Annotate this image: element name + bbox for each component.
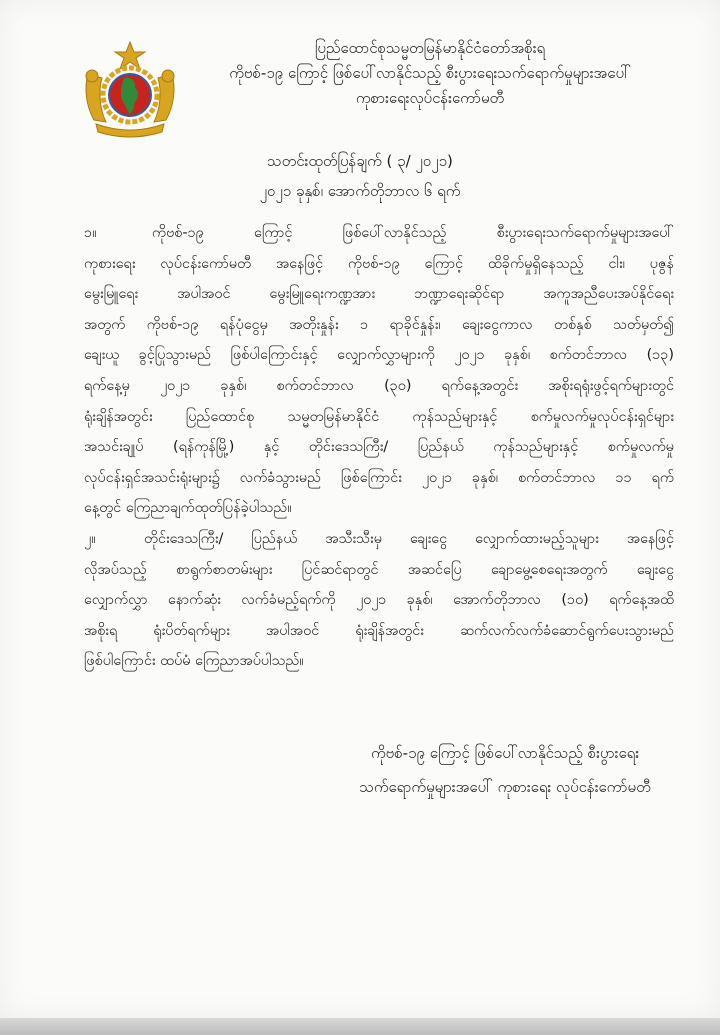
signature-line-1: ကိုဗစ်-၁၉ ကြောင့် ဖြစ်ပေါ်လာနိုင်သည့် စီးပွားရေး	[370, 744, 640, 762]
paragraph-line: ချေးယူ ခွင့်ပြုသွားမည် ဖြစ်ပါကြောင်းနှင့် လျှောက်လွှာများကို ၂၀၂၁ ခုနှစ်၊ စက်တင်ဘာလ (၁၃)	[84, 347, 674, 364]
paragraph-line: လျှောက်လွှာ နောက်ဆုံး လက်ခံမည့်ရက်ကို ၂၀၂၁ ခုနှစ်၊ အောက်တိုဘာလ (၁၀) ရက်နေ့အထိ	[84, 592, 674, 609]
paragraph-number: ၁။	[84, 225, 97, 241]
paragraph-line	[84, 218, 674, 249]
notice-date: ၂၀၂၁ ခုနှစ်၊ အောက်တိုဘာလ ၆ ရက်	[259, 182, 461, 200]
paragraph-line: နေ့တွင် ကြေညာချက်ထုတ်ပြန်ခဲ့ပါသည်။	[84, 500, 292, 517]
paragraph-line: မွေးမြူရေး အပါအဝင် မွေးမြူရေးကဏ္ဍအား ဘဏ္ဍာရေးဆိုင်ရာ အကူအညီပေးအပ်နိုင်ရေး	[84, 286, 674, 303]
committee-name: ကုစားရေးလုပ်ငန်းကော်မတီ	[355, 89, 505, 107]
paragraph-number: ၂။	[84, 530, 96, 547]
government-title: ပြည်ထောင်စုသမ္မတမြန်မာနိုင်ငံတော်အစိုးရ	[314, 39, 546, 57]
paragraph-line	[84, 524, 674, 555]
signature-line-2: သက်ရောက်မှုများအပေါ် ကုစားရေး လုပ်ငန်းကော်မတီ	[359, 778, 651, 796]
notice-heading	[0, 146, 720, 206]
paragraph-line: လိုအပ်သည့် စာရွက်စာတမ်းများ ပြင်ဆင်ရာတွင် အဆင်ပြေ ချောမွေ့စေရေးအတွက် ချေးငွေ	[84, 561, 674, 578]
paragraph-line: ရက်နေ့မှ ၂၀၂၁ ခုနှစ်၊ စက်တင်ဘာလ (၃၀) ရက်နေ့အတွင်း အစိုးရရုံးဖွင့်ရက်များတွင်	[84, 377, 674, 394]
paragraph-line: အတွက် ကိုဗစ်-၁၉ ရန်ပုံငွေမှ အတိုးနှုန်း ၁ ရာခိုင်နှုန်း၊ ချေးငွေကာလ တစ်နှစ် သတ်မှတ်၍	[84, 316, 674, 333]
paragraph-2	[84, 524, 674, 677]
notice-title: သတင်းထုတ်ပြန်ချက် ( ၃/ ၂၀၂၁)	[267, 152, 453, 170]
signature-block	[330, 736, 680, 804]
paragraph-text: ကိုဗစ်-၁၉ ကြောင့် ဖြစ်ပေါ်လာနိုင်သည့် စီးပွားရေးသက်ရောက်မှုများအပေါ်	[152, 225, 674, 241]
page-edge	[0, 1018, 720, 1035]
paragraph-line: အစိုးရ ရုံးပိတ်ရက်များ အပါအဝင် ရုံးချိန်အတွင်း ဆက်လက်လက်ခံဆောင်ရွက်ပေးသွားမည်	[84, 622, 674, 639]
paragraph-line: အသင်းချုပ် (ရန်ကုန်မြို့) နှင့် တိုင်းဒေသကြီး/ ပြည်နယ် ကုန်သည်များနှင့် စက်မှုလက်မှု	[84, 439, 674, 456]
document-body	[84, 218, 674, 677]
paragraph-line: ဖြစ်ပါကြောင်း ထပ်မံ ကြေညာအပ်ပါသည်။	[84, 653, 304, 670]
committee-subtitle: ကိုဗစ်-၁၉ ကြောင့် ဖြစ်ပေါ်လာနိုင်သည့် စီးပွားရေးသက်ရောက်မှုများအပေါ်	[229, 64, 631, 82]
paragraph-line: ရုံးချိန်အတွင်း ပြည်ထောင်စု သမ္မတမြန်မာနိုင်ငံ ကုန်သည်များနှင့် စက်မှုလက်မှုလုပ်ငန်းရှင်များ	[84, 408, 674, 425]
paragraph-line: ကုစားရေး လုပ်ငန်းကော်မတီ အနေဖြင့် ကိုဗစ်-၁၉ ကြောင့် ထိခိုက်မှုရှိနေသည့် ငါး၊ ပုဇွန်	[84, 255, 674, 272]
paragraph-1	[84, 218, 674, 524]
paragraph-line: လုပ်ငန်းရှင်အသင်းရုံးများ၌ လက်ခံသွားမည် ဖြစ်ကြောင်း ၂၀၂၁ ခုနှစ်၊ စက်တင်ဘာလ ၁၁ ရက်	[84, 469, 674, 486]
paragraph-text: တိုင်းဒေသကြီး/ ပြည်နယ် အသီးသီးမှ ချေးငွေ လျှောက်ထားမည့်သူများ အနေဖြင့်	[144, 530, 674, 547]
document-header	[150, 36, 710, 111]
